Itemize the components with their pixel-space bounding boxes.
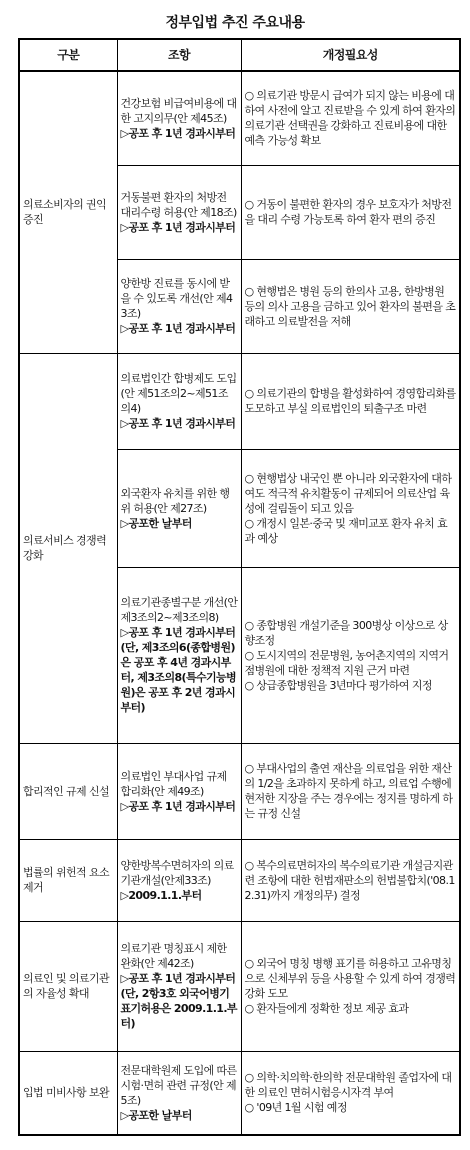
- clause-title: 의료기관 명칭표시 제한 완화(안 제42조): [120, 942, 227, 970]
- clause-cell: [117, 839, 241, 921]
- category-cell: 의료서비스 경쟁력 강화: [19, 353, 117, 743]
- necessity-item: ○ 종합병원 개설기준을 300병상 이상으로 상향조정: [244, 618, 448, 647]
- table-row: [19, 1051, 460, 1135]
- clause-cell: [117, 71, 241, 165]
- clause-title: 건강보험 비급여비용에 대한 고지의무(안 제45조): [120, 96, 237, 125]
- clause-cell: [117, 449, 241, 567]
- necessity-item: ○ 환자들에게 정확한 정보 제공 효과: [244, 1002, 409, 1015]
- clause-cell: [117, 165, 241, 259]
- necessity-cell: [241, 71, 460, 165]
- clause-effective: ▷공포 후 1년 경과시부터: [120, 322, 236, 335]
- necessity-item: ○ 외국어 명칭 병행 표기를 허용하고 고유명칭으로 신체부위 등을 사용할 수 있게 하여 경쟁력 강화 도모: [244, 957, 456, 1000]
- clause-title: 의료법인 부대사업 규제 합리화(안 제49조): [120, 769, 227, 798]
- clause-cell: [117, 567, 241, 743]
- clause-title: 외국환자 유치를 위한 행위 허용(안 제27조): [120, 486, 230, 515]
- table-row: [19, 839, 460, 921]
- table-row: [19, 743, 460, 839]
- category-cell: 법률의 위헌적 요소 제거: [19, 839, 117, 921]
- necessity-cell: [241, 567, 460, 743]
- necessity-cell: [241, 259, 460, 353]
- clause-effective: ▷공포 후 1년 경과시부터 (단, 제3조의6(종합병원)은 공포 후 4년 경과시부터, 제3조의8(특수기능병원)은 공포 후 2년 경과시부터): [120, 626, 237, 714]
- necessity-item: ○ 거동이 불편한 환자의 경우 보호자가 처방전을 대리 수령 가능토록 하여 환자 편의 증진: [244, 198, 452, 226]
- clause-title: 양한방 진료를 동시에 받을 수 있도록 개선(안 제43조): [120, 277, 233, 320]
- header-clause: 조항: [117, 39, 241, 71]
- clause-effective: ▷공포 후 1년 경과시부터: [120, 126, 236, 140]
- table-row: [19, 71, 460, 165]
- category-cell: 합리적인 규제 신설: [19, 743, 117, 839]
- necessity-cell: [241, 165, 460, 259]
- necessity-item: ○ 상급종합병원을 3년마다 평가하여 지정: [244, 678, 432, 692]
- clause-effective: ▷공포 후 1년 경과시부터: [120, 220, 236, 234]
- clause-title: 양한방복수면허자의 의료기관개설(안제33조): [120, 858, 234, 887]
- necessity-item: ○ 현행법은 병원 등의 한의사 고용, 한방병원 등의 의사 고용을 금하고 있어 환자의 불편을 초래하고 의료발전을 저해: [244, 284, 456, 328]
- necessity-item: ○ 의료기관 방문시 급여가 되지 않는 비용에 대하여 사전에 알고 진료받을 수 있게 하여 환자의 의료기관 선택권을 강화하고 진료비용에 대한 예측 가능성 확보: [244, 89, 456, 148]
- table-row: [19, 353, 460, 449]
- clause-effective: ▷2009.1.1.부터: [120, 888, 202, 902]
- clause-effective: ▷공포한 날부터: [120, 516, 192, 530]
- clause-effective: ▷공포 후 1년 경과시부터: [120, 799, 236, 813]
- category-cell: 의료소비자의 권익 증진: [19, 71, 117, 353]
- necessity-cell: [241, 1051, 460, 1135]
- necessity-item: ○ '09년 1월 시험 예정: [244, 1101, 347, 1115]
- clause-title: 전문대학원제 도입에 따른 시험·면허 관련 규정(안 제5조): [120, 1063, 237, 1107]
- clause-cell: [117, 1051, 241, 1135]
- category-cell: 입법 미비사항 보완: [19, 1051, 117, 1135]
- clause-title: 의료기관종별구분 개선(안제3조의2~제3조의8): [120, 596, 238, 624]
- clause-effective: ▷공포 후 1년 경과시부터 (단, 2항3호 외국어병기표기허용은 2009.1.1.부터): [120, 972, 237, 1030]
- necessity-item: ○ 도시지역의 전문병원, 농어촌지역의 지역거점병원에 대한 정책적 지원 근거 마련: [244, 648, 449, 677]
- necessity-item: ○ 의료기관의 합병을 활성화하여 경영합리화를 도모하고 부실 의료법인의 퇴출구조 마련: [244, 387, 456, 415]
- necessity-cell: [241, 921, 460, 1051]
- clause-cell: [117, 921, 241, 1051]
- necessity-item: ○ 복수의료면허자의 복수의료기관 개설금지관련 조항에 대한 헌법재판소의 헌법불합치('08.12.31)까지 개정의무) 결정: [244, 858, 455, 902]
- clause-cell: [117, 259, 241, 353]
- necessity-cell: [241, 839, 460, 921]
- clause-cell: [117, 743, 241, 839]
- table-header-row: [19, 39, 460, 71]
- page-title: 정부입법 추진 주요내용: [165, 15, 305, 31]
- necessity-item: ○ 의학·치의학·한의학 전문대학원 졸업자에 대한 의료인 면허시험응시자격 부여: [244, 1071, 452, 1100]
- header-necessity: 개정필요성: [241, 39, 460, 71]
- content-table: [18, 38, 461, 1136]
- clause-title: 거동불편 환자의 처방전 대리수령 허용(안 제18조): [120, 190, 237, 219]
- necessity-cell: [241, 353, 460, 449]
- clause-effective: ▷공포한 날부터: [120, 1108, 192, 1122]
- table-row: [19, 921, 460, 1051]
- necessity-item: ○ 현행법상 내국인 뿐 아니라 외국환자에 대하여도 적극적 유치활동이 규제되어 의료산업 육성에 걸림돌이 되고 있음: [244, 471, 452, 515]
- necessity-item: ○ 부대사업의 출연 재산을 의료업을 위한 재산의 1/2을 초과하지 못하게 하고, 의료업 수행에 현저한 지장을 주는 경우에는 정지를 명하게 하는 규정 신설: [244, 762, 453, 820]
- clause-effective: ▷공포 후 1년 경과시부터: [120, 417, 236, 430]
- clause-cell: [117, 353, 241, 449]
- clause-title: 의료법인간 합병제도 도입 (안 제51조의2~제51조의4): [120, 372, 237, 415]
- necessity-cell: [241, 743, 460, 839]
- category-cell: 의료인 및 의료기관의 자율성 확대: [19, 921, 117, 1051]
- necessity-item: ○ 개정시 일본·중국 및 재미교포 환자 유치 효과 예상: [244, 516, 448, 545]
- header-category: 구분: [19, 39, 117, 71]
- necessity-cell: [241, 449, 460, 567]
